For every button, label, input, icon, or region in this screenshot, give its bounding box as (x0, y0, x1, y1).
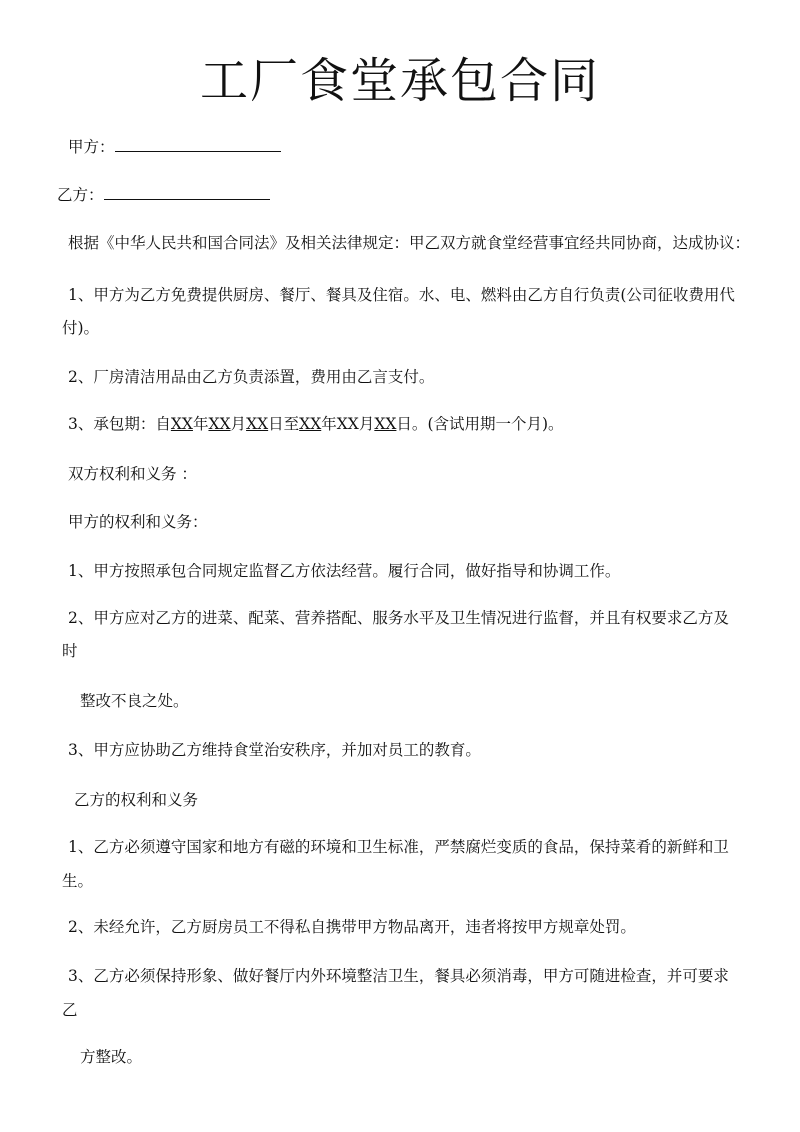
party-a-label: 甲方： (68, 138, 115, 156)
a-item-2-line-2: 时 (62, 642, 78, 660)
b-item-3-line-3: 方整改。 (80, 1048, 143, 1066)
end-year-placeholder: XX (299, 415, 322, 433)
start-month-placeholder: XX (208, 415, 231, 433)
a-item-2-line-1: 2、甲方应对乙方的进菜、配菜、营养搭配、服务水平及卫生情况进行监督，并且有权要求乙方及 (68, 609, 729, 627)
document-title: 工厂食堂承包合同 (199, 53, 600, 109)
party-b-label: 乙方： (57, 186, 104, 204)
end-month-placeholder: XX (336, 415, 359, 433)
start-year-placeholder: XX (170, 415, 193, 433)
a-item-3: 3、甲方应协助乙方维持食堂治安秩序，并加对员工的教育。 (68, 741, 481, 759)
b-item-2: 2、未经允许，乙方厨房员工不得私自携带甲方物品离开，违者将按甲方规章处罚。 (68, 918, 636, 936)
party-b-blank (104, 184, 270, 200)
party-a-blank (115, 136, 281, 152)
a-item-1: 1、甲方按照承包合同规定监督乙方依法经营。履行合同，做好指导和协调工作。 (68, 562, 621, 580)
party-a-rights-heading: 甲方的权利和义务： (68, 513, 208, 531)
month-unit: 月 (230, 415, 247, 433)
end-month-unit: 月 (358, 415, 375, 433)
end-day-unit: 日。 (396, 415, 428, 433)
end-day-placeholder: XX (374, 415, 397, 433)
start-day-placeholder: XX (246, 415, 269, 433)
b-item-1-line-2: 生。 (62, 872, 94, 890)
intro-paragraph: 根据《中华人民共和国合同法》及相关法律规定：甲乙双方就食堂经营事宜经共同协商，达成协议： (68, 234, 751, 252)
b-item-1-line-1: 1、乙方必须遵守国家和地方有磁的环境和卫生标准，严禁腐烂变质的食品，保持菜肴的新鲜和卫 (68, 838, 729, 856)
b-item-3-line-2: 乙 (62, 1001, 78, 1019)
clause-1-line-2: 付)。 (62, 319, 100, 337)
clause-3 (68, 411, 800, 437)
clause-3-prefix: 3、承包期：自 (68, 415, 171, 433)
clause-1-line-1: 1、甲方为乙方免费提供厨房、餐厅、餐具及住宿。水、电、燃料由乙方自行负责(公司征收费用代 (68, 286, 735, 304)
clause-3-suffix: (含试用期一个月)。 (427, 415, 564, 433)
day-to-text: 日至 (268, 415, 300, 433)
rights-heading: 双方权利和义务 ： (68, 465, 197, 483)
party-b-rights-heading: 乙方的权利和义务 (74, 791, 199, 809)
b-item-3-line-1: 3、乙方必须保持形象、做好餐厅内外环境整洁卫生，餐具必须消毒，甲方可随进检查，并可要求 (68, 967, 729, 985)
a-item-2-line-3: 整改不良之处。 (80, 692, 189, 710)
year-unit: 年 (192, 415, 209, 433)
clause-2: 2、厂房清洁用品由乙方负责添置，费用由乙言支付。 (68, 368, 435, 386)
end-year-unit: 年 (321, 415, 337, 433)
party-b-line (57, 182, 800, 208)
party-a-line (68, 134, 800, 160)
